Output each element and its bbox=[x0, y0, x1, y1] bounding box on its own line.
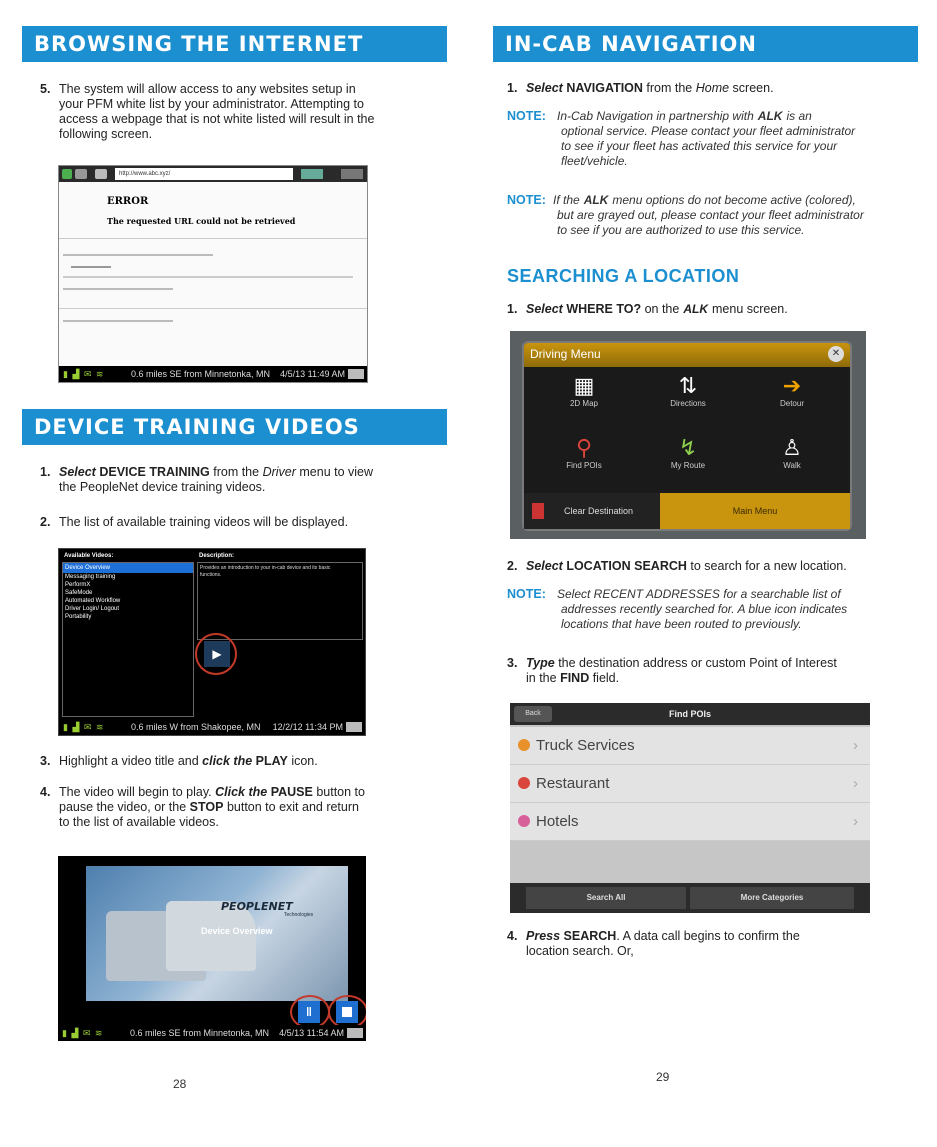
status-bar bbox=[58, 1025, 366, 1041]
list-item[interactable]: PerformX bbox=[65, 582, 91, 588]
text-run: If the bbox=[553, 193, 580, 207]
find-pois-icon: ⚲ bbox=[575, 435, 593, 460]
text-line: to see if your fleet has activated this service for your bbox=[561, 139, 838, 153]
text-line: fleet/vehicle. bbox=[561, 154, 628, 168]
browser-error-screenshot bbox=[58, 165, 368, 383]
text-run: to search for a new location. bbox=[686, 559, 847, 573]
text-run: Home bbox=[695, 81, 730, 95]
browser-toolbar bbox=[59, 166, 367, 182]
body-text-placeholder bbox=[63, 320, 173, 322]
text-line: location search. Or, bbox=[526, 944, 634, 958]
text-run: click the bbox=[202, 754, 253, 768]
step-text bbox=[526, 302, 788, 317]
menu-item-detour[interactable] bbox=[740, 373, 844, 423]
text-line: following screen. bbox=[59, 127, 153, 141]
poi-label: Restaurant bbox=[536, 775, 610, 792]
note-label: NOTE: bbox=[507, 109, 546, 123]
divider bbox=[59, 308, 367, 309]
text-line: optional service. Please contact your fleet administrator bbox=[561, 124, 856, 138]
walk-icon: ♙ bbox=[782, 435, 802, 460]
step-text bbox=[59, 785, 365, 830]
subsection-title: SEARCHING A LOCATION bbox=[507, 266, 740, 286]
text-run: in the bbox=[526, 671, 561, 685]
step-text bbox=[59, 465, 373, 495]
main-menu-button[interactable]: Main Menu bbox=[660, 493, 850, 529]
step-number: 3. bbox=[507, 656, 518, 670]
note-text bbox=[557, 587, 917, 632]
video-list-screenshot bbox=[58, 548, 366, 736]
chevron-right-icon: › bbox=[853, 737, 858, 754]
text-run: Type bbox=[526, 656, 555, 670]
note-text bbox=[553, 193, 917, 238]
text-run: Select bbox=[59, 465, 96, 479]
step-number: 4. bbox=[507, 929, 518, 943]
status-bar bbox=[59, 719, 365, 735]
text-line: the PeopleNet device training videos. bbox=[59, 480, 266, 494]
video-caption: Device Overview bbox=[201, 926, 273, 936]
back-button[interactable]: Back bbox=[514, 706, 552, 722]
status-bar bbox=[59, 366, 367, 382]
text-run: on the bbox=[641, 302, 680, 316]
poi-row-hotels[interactable] bbox=[510, 803, 870, 841]
alk-logo: ALK bbox=[757, 109, 783, 123]
step-number: 2. bbox=[40, 515, 51, 529]
text-run: Select bbox=[526, 302, 563, 316]
divider bbox=[59, 238, 367, 239]
text-line: addresses recently searched for. A blue icon indicates bbox=[561, 602, 848, 616]
time-text: 4/5/13 11:54 AM bbox=[279, 1028, 344, 1038]
peoplenet-logo-sub: Technologies bbox=[284, 912, 314, 918]
poi-row-restaurant[interactable] bbox=[510, 765, 870, 803]
list-item[interactable]: Driver Login/ Logout bbox=[65, 606, 120, 612]
text-line: to see if you are authorized to use this service. bbox=[557, 223, 805, 237]
text-run: DEVICE TRAINING bbox=[99, 465, 210, 479]
text-line bbox=[557, 109, 917, 124]
menu-item-find-pois[interactable] bbox=[532, 435, 636, 485]
menu-title: Driving Menu bbox=[530, 347, 601, 361]
highlight-circle bbox=[328, 995, 366, 1029]
text-run: WHERE TO? bbox=[562, 302, 642, 316]
body-text-placeholder bbox=[63, 254, 213, 256]
play-button[interactable]: ▶ bbox=[204, 641, 230, 667]
menu-item-label: Detour bbox=[779, 399, 804, 408]
text-run: button to bbox=[312, 785, 365, 799]
find-pois-screenshot bbox=[510, 703, 870, 913]
list-item[interactable]: Device Overview bbox=[63, 563, 193, 573]
error-message: The requested URL could not be retrieved bbox=[107, 216, 296, 226]
step-number: 1. bbox=[40, 465, 51, 479]
body-text-placeholder bbox=[63, 288, 173, 290]
chevron-right-icon: › bbox=[853, 813, 858, 830]
video-player-screenshot bbox=[58, 856, 366, 1041]
menu-item-label: My Route bbox=[670, 461, 706, 470]
description-header: Description: bbox=[199, 553, 235, 559]
text-run: In-Cab Navigation in partnership with bbox=[557, 109, 754, 123]
text-run: FIND bbox=[560, 671, 590, 685]
text-run: the destination address or custom Point of Interest bbox=[554, 656, 837, 670]
step-text bbox=[59, 82, 374, 142]
text-line: but are grayed out, please contact your fleet administrator bbox=[557, 208, 864, 222]
text-run: PAUSE bbox=[267, 785, 313, 799]
text-run: menu options do not become active (colored), bbox=[612, 193, 856, 207]
menu-item-walk[interactable] bbox=[740, 435, 844, 485]
text-run: Press bbox=[526, 929, 561, 943]
poi-label: Truck Services bbox=[536, 737, 635, 754]
text-run: screen. bbox=[729, 81, 774, 95]
alk-logo: ALK bbox=[683, 302, 708, 316]
location-text: 0.6 miles SE from Minnetonka, MN bbox=[131, 369, 271, 379]
menu-item-label: Walk bbox=[783, 461, 801, 470]
list-item[interactable]: Messaging training bbox=[65, 574, 116, 580]
page-number: 28 bbox=[173, 1077, 187, 1091]
directions-icon: ⇅ bbox=[678, 373, 698, 398]
forward-icon[interactable] bbox=[75, 169, 87, 179]
step-text bbox=[526, 559, 847, 574]
list-item[interactable]: SafeMode bbox=[65, 590, 93, 596]
description-line: Provides an introduction to your in-cab device and its basic bbox=[200, 565, 331, 571]
text-line: locations that have been routed to previously. bbox=[561, 617, 802, 631]
go-button[interactable] bbox=[301, 169, 323, 179]
alk-logo: ALK bbox=[583, 193, 609, 207]
text-line: your PFM white list by your administrator. Attempting to bbox=[59, 97, 364, 111]
step-number: 1. bbox=[507, 81, 518, 95]
location-text: 0.6 miles W from Shakopee, MN bbox=[131, 722, 261, 732]
find-pois-title: Find POIs bbox=[668, 709, 711, 719]
text-line: Select RECENT ADDRESSES for a searchable list of bbox=[557, 587, 841, 601]
step-number: 1. bbox=[507, 302, 518, 316]
text-run: Select bbox=[526, 559, 563, 573]
section-header-browsing: BROWSING THE INTERNET bbox=[22, 26, 447, 62]
note-label: NOTE: bbox=[507, 587, 546, 601]
button-label: Clear Destination bbox=[564, 506, 634, 516]
description-box bbox=[197, 562, 363, 640]
menu-button[interactable] bbox=[341, 169, 363, 179]
list-item[interactable]: Portability bbox=[65, 614, 92, 620]
status-icons: ▮ ▟ ✉ ≋ bbox=[63, 369, 105, 379]
text-run: Click the bbox=[215, 785, 268, 799]
page-number: 29 bbox=[656, 1070, 670, 1084]
text-run: SEARCH bbox=[560, 929, 617, 943]
text-line: to the list of available videos. bbox=[59, 815, 219, 829]
text-line bbox=[526, 656, 837, 671]
step-text bbox=[526, 81, 774, 96]
status-icons: ▮ ▟ ✉ ≋ bbox=[62, 1028, 104, 1038]
text-run: icon. bbox=[287, 754, 318, 768]
text-run: from the bbox=[642, 81, 696, 95]
text-run: is an bbox=[786, 109, 812, 123]
body-text-placeholder bbox=[71, 266, 111, 268]
step-text: The list of available training videos will be displayed. bbox=[59, 515, 349, 529]
detour-icon: ➔ bbox=[782, 373, 802, 398]
text-line bbox=[59, 465, 373, 480]
note-text bbox=[557, 109, 917, 169]
available-videos-header: Available Videos: bbox=[64, 553, 114, 559]
video-list[interactable] bbox=[62, 562, 194, 717]
step-number: 4. bbox=[40, 785, 51, 799]
menu-item-2d-map[interactable] bbox=[532, 373, 636, 423]
clear-destination-icon bbox=[532, 503, 544, 519]
menu-item-label: Directions bbox=[670, 399, 706, 408]
location-text: 0.6 miles SE from Minnetonka, MN bbox=[130, 1028, 270, 1038]
menu-item-label: Find POIs bbox=[566, 461, 602, 470]
clear-destination-button[interactable] bbox=[524, 493, 660, 529]
poi-row-truck-services[interactable] bbox=[510, 727, 870, 765]
section-header-training: DEVICE TRAINING VIDEOS bbox=[22, 409, 447, 445]
poi-label: Hotels bbox=[536, 813, 579, 830]
time-text: 4/5/13 11:49 AM bbox=[280, 369, 345, 379]
keyboard-icon[interactable] bbox=[347, 1028, 363, 1038]
home-icon[interactable] bbox=[95, 169, 107, 179]
step-number: 3. bbox=[40, 754, 51, 768]
text-run: PLAY bbox=[252, 754, 288, 768]
back-icon[interactable] bbox=[62, 169, 72, 179]
find-pois-header bbox=[510, 703, 870, 725]
text-run: menu to view bbox=[295, 465, 374, 479]
truck-services-icon bbox=[518, 739, 530, 751]
time-text: 12/2/12 11:34 PM bbox=[272, 722, 343, 732]
highlight-circle bbox=[195, 633, 237, 675]
url-input[interactable]: http://www.abc.xyz/ bbox=[115, 168, 293, 180]
step-number: 5. bbox=[40, 82, 51, 96]
text-run: from the bbox=[209, 465, 263, 479]
list-item[interactable]: Automated Workflow bbox=[65, 598, 121, 604]
text-run: pause the video, or the bbox=[59, 800, 190, 814]
driving-menu-screenshot bbox=[510, 331, 866, 539]
text-line bbox=[553, 193, 917, 208]
my-route-icon: ↯ bbox=[678, 435, 698, 460]
menu-item-label: 2D Map bbox=[569, 399, 598, 408]
video-frame bbox=[86, 866, 348, 1001]
menu-item-directions[interactable] bbox=[636, 373, 740, 423]
text-line bbox=[526, 929, 800, 944]
status-icons: ▮ ▟ ✉ ≋ bbox=[63, 722, 105, 732]
text-run: button to exit and return bbox=[223, 800, 359, 814]
step-number: 2. bbox=[507, 559, 518, 573]
note-label: NOTE: bbox=[507, 193, 546, 207]
text-run: LOCATION SEARCH bbox=[562, 559, 687, 573]
text-line bbox=[59, 800, 365, 815]
driving-menu bbox=[522, 341, 852, 531]
restaurant-icon bbox=[518, 777, 530, 789]
text-run: The video will begin to play. bbox=[59, 785, 216, 799]
section-header-navigation: IN-CAB NAVIGATION bbox=[493, 26, 918, 62]
text-run: STOP bbox=[189, 800, 224, 814]
pause-button[interactable]: ǁ bbox=[298, 1001, 320, 1023]
more-categories-button[interactable]: More Categories bbox=[690, 887, 854, 909]
peoplenet-logo: PEOPLENET bbox=[221, 900, 293, 913]
highlight-circle bbox=[290, 995, 330, 1029]
keyboard-icon[interactable] bbox=[346, 722, 362, 732]
close-icon[interactable]: ✕ bbox=[828, 346, 844, 362]
text-run: . A data call begins to confirm the bbox=[616, 929, 800, 943]
find-pois-footer bbox=[510, 883, 870, 913]
text-line bbox=[59, 785, 365, 800]
keyboard-icon[interactable] bbox=[348, 369, 364, 379]
text-line bbox=[526, 671, 837, 686]
step-text bbox=[526, 929, 800, 959]
map-icon: ▦ bbox=[573, 373, 595, 398]
step-text bbox=[526, 656, 837, 686]
chevron-right-icon: › bbox=[853, 775, 858, 792]
menu-item-my-route[interactable] bbox=[636, 435, 740, 485]
text-run: menu screen. bbox=[712, 302, 788, 316]
description-line: functions. bbox=[200, 572, 222, 578]
body-text-placeholder bbox=[63, 276, 353, 278]
search-all-button[interactable]: Search All bbox=[526, 887, 686, 909]
text-run: Driver bbox=[262, 465, 296, 479]
text-line: The system will allow access to any websites setup in bbox=[59, 82, 356, 96]
text-run: Select bbox=[526, 81, 563, 95]
text-run: field. bbox=[589, 671, 620, 685]
menu-header bbox=[524, 343, 850, 367]
text-run: NAVIGATION bbox=[562, 81, 643, 95]
step-text bbox=[59, 754, 318, 769]
text-run: Highlight a video title and bbox=[59, 754, 203, 768]
hotels-icon bbox=[518, 815, 530, 827]
text-line: access a webpage that is not white listed will result in the bbox=[59, 112, 375, 126]
error-title: ERROR bbox=[107, 196, 149, 207]
